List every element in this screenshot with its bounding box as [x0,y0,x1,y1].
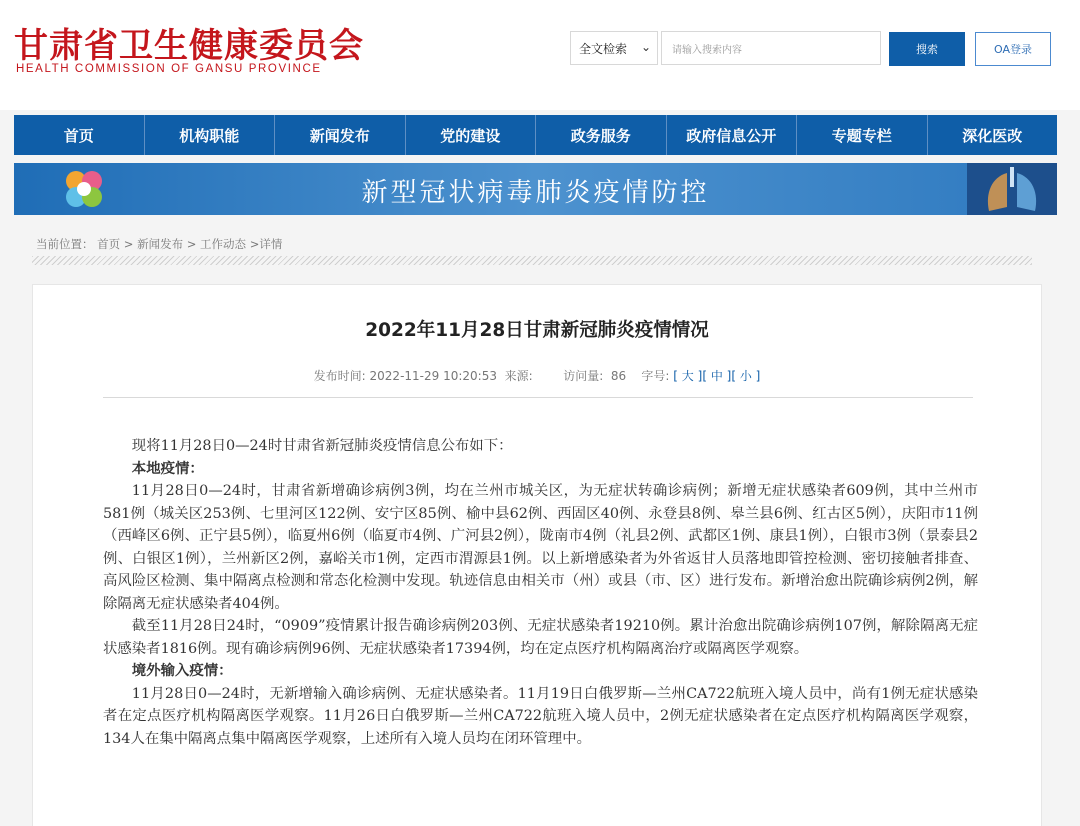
search-type-value: 全文检索 [579,41,628,56]
views-label: 访问量: [563,369,604,383]
banner-title: 新型冠状病毒肺炎疫情防控 [361,178,710,208]
font-medium-text: 中 [710,369,723,383]
search-type-select[interactable] [570,31,658,65]
paragraph-local: 11月28日0—24时，甘肃省新增确诊病例3例，均在兰州市城关区，为无症状转确诊病例；新增无症状感染者609例，其中兰州市581例（城关区253例、七里河区122例、安宁区85例、榆中县62例、西固区40例、永登县8例、皋兰县6例、红古区5例），庆阳市11例（西峰区6例、正宁县5例），临夏州6例（临夏市4例、广河县2例），陇南市4例（礼县2例、武都区1例、康县1例），白银市3例（景泰县2例、白银区1例），兰州新区2例，嘉峪关市1例，定西市渭源县1例。以上新增感染者为外省返甘人员落地即管控检测、密切接触者排查、高风险区检测、集中隔离点检测和常态化检测中发现。轨迹信息由相关市（州）或县（市、区）进行发布。新增治愈出院确诊病例2例，解除隔离无症状感染者404例。 [103,483,978,612]
nav-item-home[interactable]: 首页 [14,115,145,155]
nav-item-services[interactable]: 政务服务 [536,115,667,155]
breadcrumb-divider [32,256,1032,265]
search-input[interactable] [661,31,881,65]
article-meta [33,367,1041,384]
main-nav [14,115,1057,155]
article-content [103,435,978,750]
views-count: 86 [610,369,627,383]
font-size-large-button[interactable]: [ 大 ] [673,369,703,383]
font-size-medium-button[interactable]: [ 中 ] [702,369,732,383]
breadcrumb-label: 当前位置： [36,237,94,251]
paragraph-imported: 11月28日0—24时，无新增输入确诊病例、无症状感染者。11月19日白俄罗斯—兰州CA722航班入境人员中，尚有1例无症状感染者在定点医疗机构隔离医学观察。11月26日白俄罗斯—兰州CA722航班入境人员中，2例无症状感染者在定点医疗机构隔离医学观察，134人在集中隔离点集中隔离医学观察，上述所有入境人员均在闭环管理中。 [103,685,978,747]
publish-time: 2022-11-29 10:20:53 [369,369,497,383]
nav-item-party[interactable]: 党的建设 [406,115,537,155]
font-small-text: 小 [739,369,752,383]
oa-login-button[interactable]: OA登录 [975,32,1051,66]
nav-item-topics[interactable]: 专题专栏 [797,115,928,155]
paragraph-cumulative: 截至11月28日24时，“0909”疫情累计报告确诊病例203例、无症状感染者19210例。累计治愈出院确诊病例107例，解除隔离无症状感染者1816例。现有确诊病例96例、无症状感染者17394例，均在定点医疗机构隔离治疗或隔离医学观察。 [103,618,978,657]
font-size-label: 字号: [641,369,670,383]
font-size-small-button[interactable]: [ 小 ] [731,369,761,383]
search-placeholder: 请输入搜索内容 [672,44,742,56]
site-header [0,0,1080,110]
publish-label: 发布时间: [313,369,366,383]
article-title: 2022年11月28日甘肃新冠肺炎疫情情况 [365,320,709,341]
nav-item-gov-info[interactable]: 政府信息公开 [667,115,798,155]
paragraph-intro: 现将11月28日0—24时甘肃省新冠肺炎疫情信息公布如下： [131,438,513,454]
site-logo-cn[interactable]: 甘肃省卫生健康委员会 [14,26,364,66]
breadcrumb [36,236,282,252]
font-large-text: 大 [681,369,694,383]
breadcrumb-path[interactable]: 首页 > 新闻发布 > 工作动态 >详情 [97,237,283,251]
covid-banner[interactable] [14,163,1057,215]
subheading-local: 本地疫情： [131,459,204,477]
search-button[interactable]: 搜索 [889,32,965,66]
article-panel [32,284,1042,826]
nav-item-reform[interactable]: 深化医改 [962,126,1023,145]
source-label: 来源: [504,369,533,383]
chevron-down-icon: ⌄ [640,40,651,54]
site-logo-en: HEALTH COMMISSION OF GANSU PROVINCE [16,63,322,75]
meta-divider [103,397,973,398]
nav-item-news[interactable]: 新闻发布 [275,115,406,155]
lungs-icon [967,163,1057,215]
subheading-imported: 境外输入疫情： [131,662,233,679]
nav-item-functions[interactable]: 机构职能 [145,115,276,155]
